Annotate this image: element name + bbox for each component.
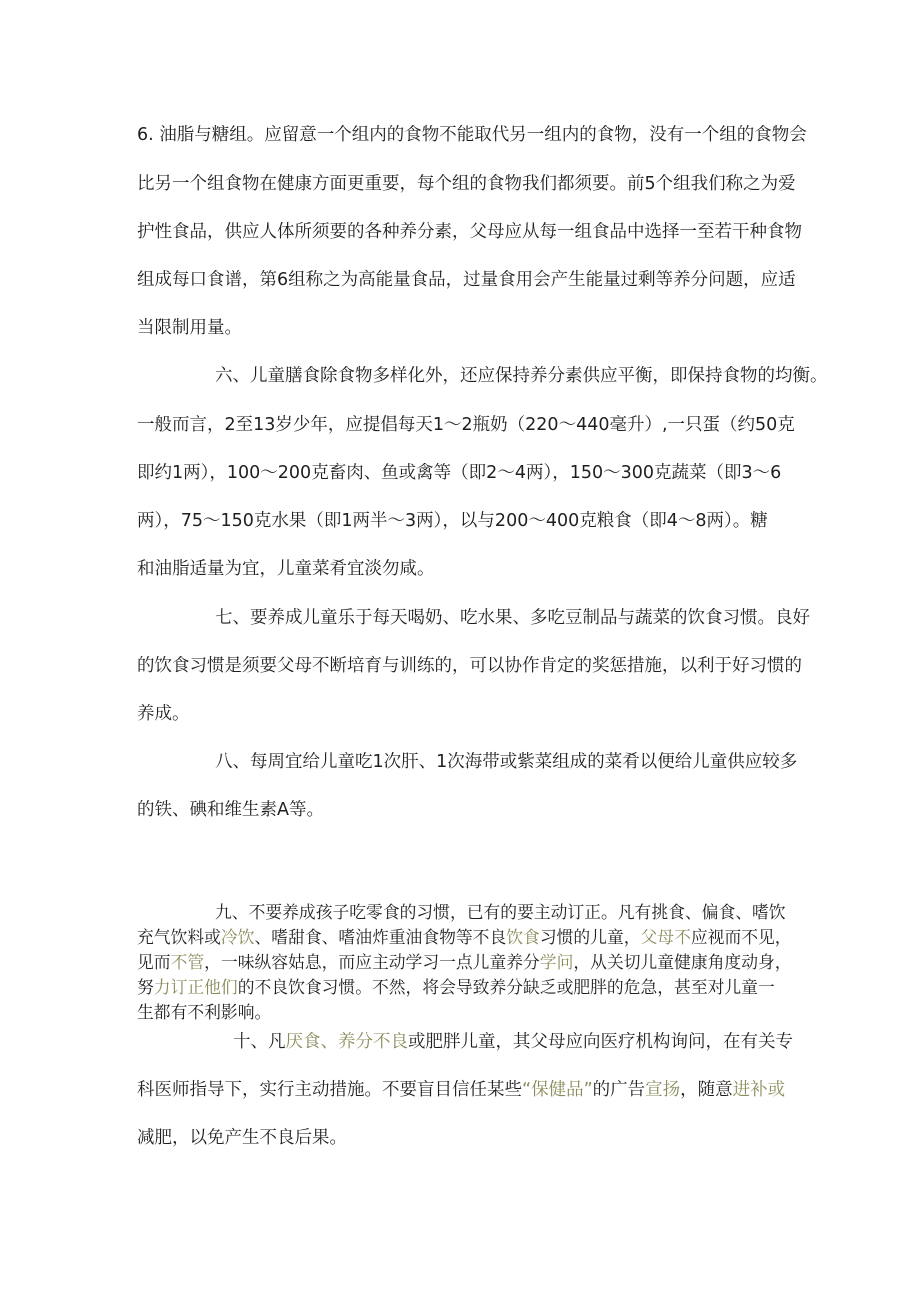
text-span-muted: 饮食 [506, 927, 540, 947]
text-line: 六、儿童膳食除食物多样化外，还应保持养分素供应平衡，即保持食物的均衡。 [215, 366, 828, 386]
text-line [137, 1078, 785, 1102]
text-span: 习惯的儿童， [539, 927, 641, 947]
text-line: 养成。 [137, 704, 190, 724]
text-span: 充气饮料或 [137, 927, 221, 947]
text-span-muted: 学问 [539, 952, 574, 972]
text-span: 的不良饮食习惯。不然，将会导致养分缺乏或肥胖的危急，甚至对儿童一 [237, 977, 775, 997]
text-line: 护性食品，供应人体所须要的各种养分素，父母应从每一组食品中选择一至若干种食物 [137, 222, 802, 242]
text-span-muted: 父母不 [640, 927, 691, 947]
text-line: 即约1两），100～200克畜肉、鱼或禽等（即2～4两），150～300克蔬菜（即3～6 [137, 463, 782, 483]
text-line [137, 924, 792, 950]
text-span: ，随意 [680, 1080, 733, 1100]
text-line: 一般而言，2至13岁少年，应提倡每天1～2瓶奶（220～440毫升）,一只蛋（约50克 [137, 415, 795, 435]
text-line: 的铁、碘和维生素A等。 [137, 800, 324, 820]
text-line: 八、每周宜给儿童吃1次肝、1次海带或紫菜组成的菜肴以便给儿童供应较多 [215, 752, 798, 772]
text-line [233, 1030, 793, 1054]
text-span-muted: 冷饮 [220, 927, 255, 947]
text-line [137, 974, 775, 1000]
text-line: 九、不要养成孩子吃零食的习惯，已有的要主动订正。凡有挑食、偏食、嗜饮 [215, 902, 786, 922]
text-span-muted: 进补或 [732, 1080, 786, 1100]
text-line: 6. 油脂与糖组。应留意一个组内的食物不能取代另一组内的食物，没有一个组的食物会 [137, 125, 807, 145]
text-span: 、嗜甜食、嗜油炸重油食物等不良 [254, 927, 507, 947]
text-span: 十、凡 [233, 1032, 286, 1052]
text-span: 的广告 [592, 1080, 646, 1100]
text-line: 组成每口食谱，第6组称之为高能量食品，过量食用会产生能量过剩等养分问题，应适 [137, 270, 796, 290]
text-line: 两），75～150克水果（即1两半～3两），以与200～400克粮食（即4～8两）。糖 [137, 511, 768, 531]
text-span-muted: 力订正他们 [153, 977, 238, 997]
text-line: 七、要养成儿童乐于每天喝奶、吃水果、多吃豆制品与蔬菜的饮食习惯。良好 [215, 608, 810, 628]
text-span: 科医师指导下，实行主动措施。不要盲目信任某些 [137, 1080, 522, 1100]
text-span: ，一味纵容姑息，而应主动学习一点儿童养分 [204, 952, 540, 972]
text-line: 当限制用量。 [137, 318, 242, 338]
text-line [137, 949, 792, 975]
text-span-muted: 宣扬 [645, 1080, 681, 1100]
text-span: 应视而不见， [690, 927, 792, 947]
text-line: 比另一个组食物在健康方面更重要，每个组的食物我们都须要。前5个组我们称之为爱 [137, 174, 796, 194]
text-span: 努 [137, 977, 154, 997]
text-span: 见而 [137, 952, 171, 972]
text-span-muted: “保健品” [522, 1080, 593, 1100]
text-line: 减肥，以免产生不良后果。 [137, 1128, 347, 1148]
text-line: 和油脂适量为宜，儿童菜肴宜淡勿咸。 [137, 559, 435, 579]
text-span-muted: 厌食、养分不良 [285, 1032, 408, 1052]
text-span: ，从关切儿童健康角度动身， [573, 952, 792, 972]
text-span-muted: 不管 [170, 952, 205, 972]
text-line: 生都有不利影响。 [137, 1002, 272, 1022]
text-span: 或肥胖儿童，其父母应向医疗机构询问，在有关专 [408, 1032, 793, 1052]
text-line: 的饮食习惯是须要父母不断培育与训练的，可以协作肯定的奖惩措施，以利于好习惯的 [137, 656, 802, 676]
